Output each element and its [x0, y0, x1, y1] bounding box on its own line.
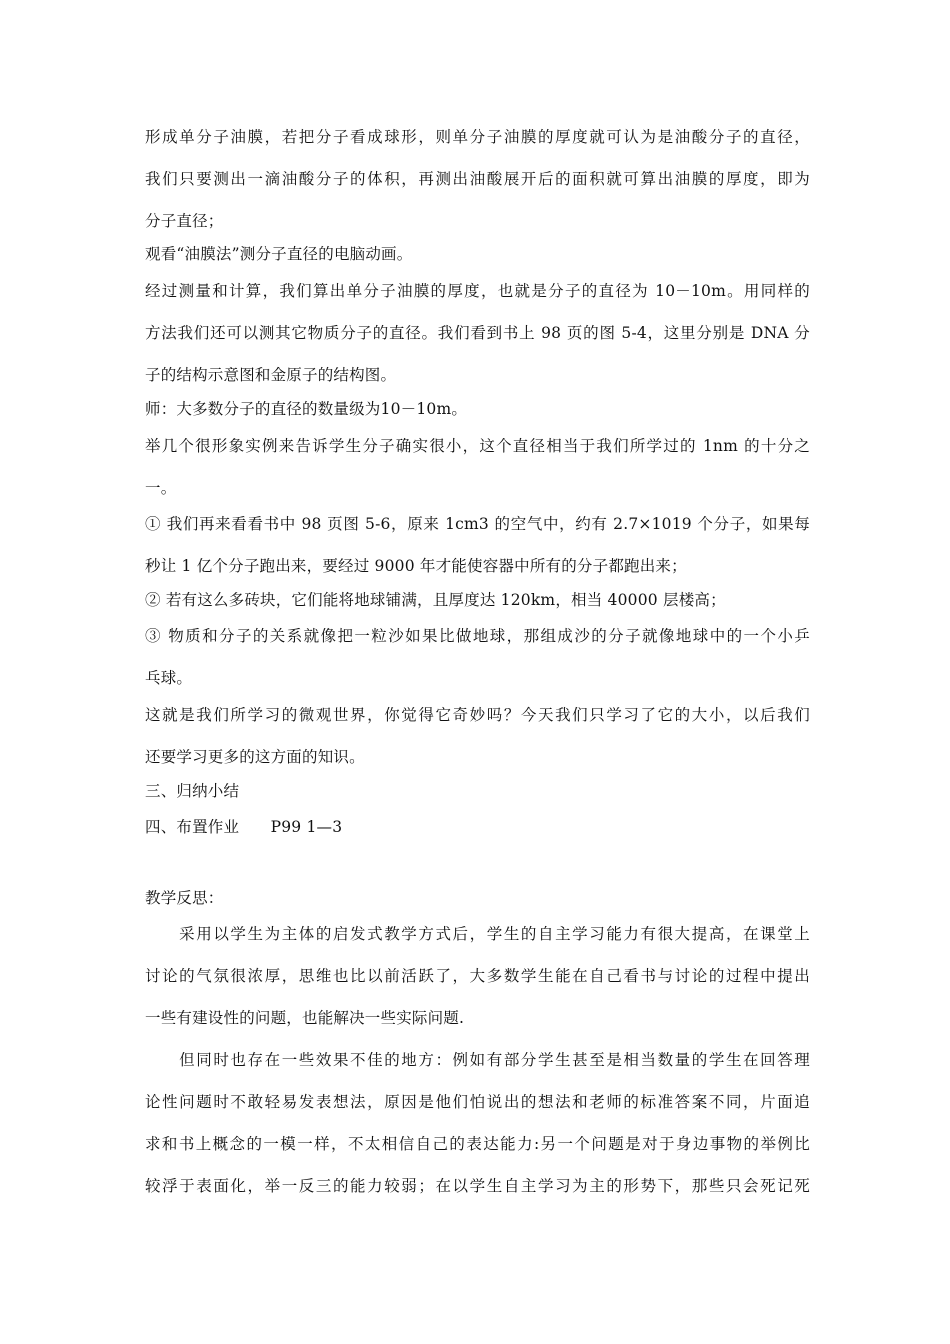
text-line: 分子直径；	[145, 212, 224, 230]
text-line: 观看“油膜法”测分子直径的电脑动画。	[145, 245, 413, 263]
section-heading: 教学反思：	[145, 889, 224, 907]
text-line: 讨论的气氛很浓厚，思维也比以前活跃了，大多数学生能在自己看书与讨论的过程中提出	[145, 967, 810, 985]
section-heading: 四、布置作业 P99 1—3	[145, 818, 343, 836]
text-line: ① 我们再来看看书中 98 页图 5-6，原来 1cm3 的空气中，约有 2.7×1019 个分子，如果每	[145, 515, 810, 533]
text-line: 秒让 1 亿个分子跑出来，要经过 9000 年才能使容器中所有的分子都跑出来；	[145, 557, 687, 575]
text-line: 较浮于表面化，举一反三的能力较弱；在以学生自主学习为主的形势下，那些只会死记死	[145, 1177, 810, 1195]
text-line: 举几个很形象实例来告诉学生分子确实很小，这个直径相当于我们所学过的 1nm 的十分之	[145, 437, 810, 455]
text-line: ② 若有这么多砖块，它们能将地球铺满，且厚度达 120km，相当 40000 层楼高；	[145, 591, 726, 609]
text-line: 经过测量和计算，我们算出单分子油膜的厚度，也就是分子的直径为 10－10m。用同样的	[145, 282, 810, 300]
text-line: 一些有建设性的问题，也能解决一些实际问题.	[145, 1009, 465, 1027]
text-line: 一。	[145, 479, 177, 497]
text-line: 求和书上概念的一模一样，不太相信自己的表达能力:另一个问题是对于身边事物的举例比	[145, 1135, 810, 1153]
section-heading: 三、归纳小结	[145, 782, 240, 800]
text-line: 乓球。	[145, 669, 193, 687]
text-line: 子的结构示意图和金原子的结构图。	[145, 366, 397, 384]
text-line: 我们只要测出一滴油酸分子的体积，再测出油酸展开后的面积就可算出油膜的厚度，即为	[145, 170, 810, 188]
text-line: 采用以学生为主体的启发式教学方式后，学生的自主学习能力有很大提高，在课堂上	[145, 925, 810, 943]
text-line: 这就是我们所学习的微观世界，你觉得它奇妙吗？今天我们只学习了它的大小，以后我们	[145, 706, 810, 724]
text-line: 方法我们还可以测其它物质分子的直径。我们看到书上 98 页的图 5-4，这里分别是 DNA 分	[145, 324, 810, 342]
text-line: ③ 物质和分子的关系就像把一粒沙如果比做地球，那组成沙的分子就像地球中的一个小乒	[145, 627, 810, 645]
text-line: 形成单分子油膜，若把分子看成球形，则单分子油膜的厚度就可认为是油酸分子的直径，	[145, 128, 810, 146]
text-line: 但同时也存在一些效果不佳的地方：例如有部分学生甚至是相当数量的学生在回答理	[145, 1051, 810, 1069]
text-line: 师：大多数分子的直径的数量级为10－10m。	[145, 400, 468, 418]
text-line: 论性问题时不敢轻易发表想法，原因是他们怕说出的想法和老师的标准答案不同，片面追	[145, 1093, 810, 1111]
text-line: 还要学习更多的这方面的知识。	[145, 748, 365, 766]
